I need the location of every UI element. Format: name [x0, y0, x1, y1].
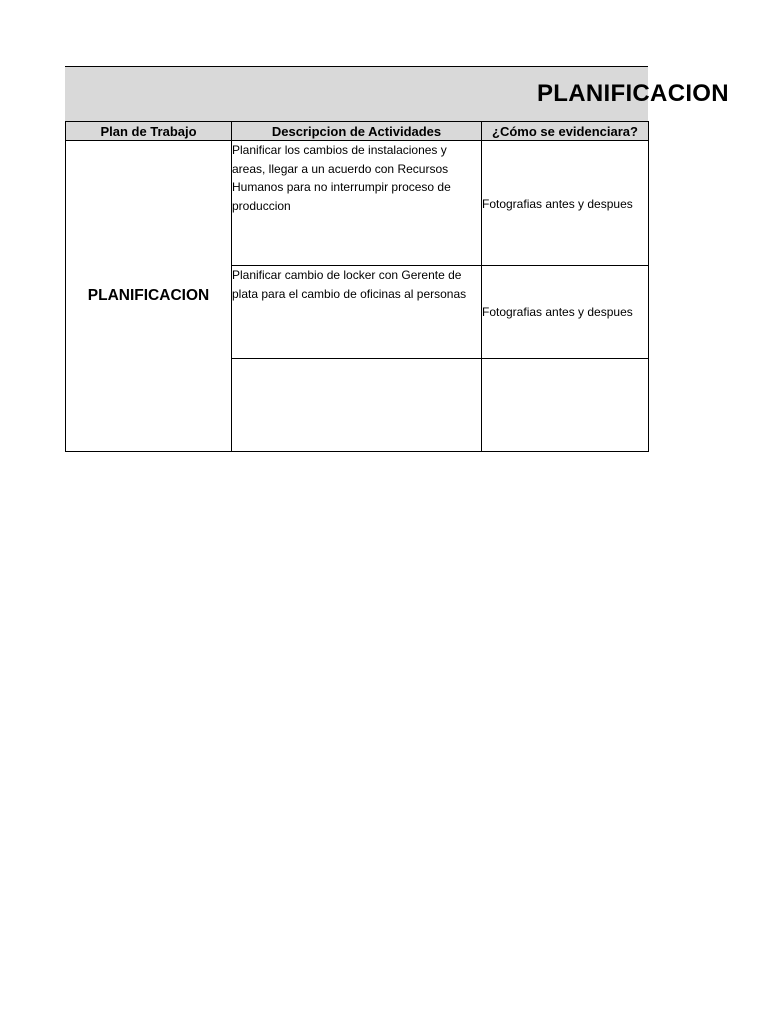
plan-cell[interactable] [66, 141, 232, 452]
description-cell[interactable] [232, 266, 482, 359]
description-cell-empty[interactable] [232, 359, 482, 452]
sheet-title: PLANIFICACION [537, 80, 729, 107]
title-bar[interactable] [65, 66, 729, 122]
plan-label: PLANIFICACION [87, 287, 210, 304]
work-plan-table [65, 121, 649, 452]
evidence-text: Fotografias antes y despues [482, 305, 633, 319]
header-como-se-evidenciara[interactable]: ¿Cómo se evidenciara? [482, 122, 649, 141]
evidence-cell-empty[interactable] [482, 359, 649, 452]
description-text: Planificar cambio de locker con Gerente de plata para el cambio de oficinas al personas [232, 268, 467, 301]
description-cell[interactable] [232, 141, 482, 266]
table-row [66, 141, 649, 266]
evidence-cell[interactable] [482, 141, 649, 266]
evidence-cell[interactable] [482, 266, 649, 359]
evidence-text: Fotografias antes y despues [482, 197, 633, 211]
description-text: Planificar los cambios de instalaciones y areas, llegar a un acuerdo con Recursos Humanos para no interrumpir proceso de produccion [232, 143, 451, 213]
header-plan-de-trabajo[interactable]: Plan de Trabajo [66, 122, 232, 141]
table-header-row [66, 122, 649, 141]
header-descripcion-actividades[interactable]: Descripcion de Actividades [232, 122, 482, 141]
